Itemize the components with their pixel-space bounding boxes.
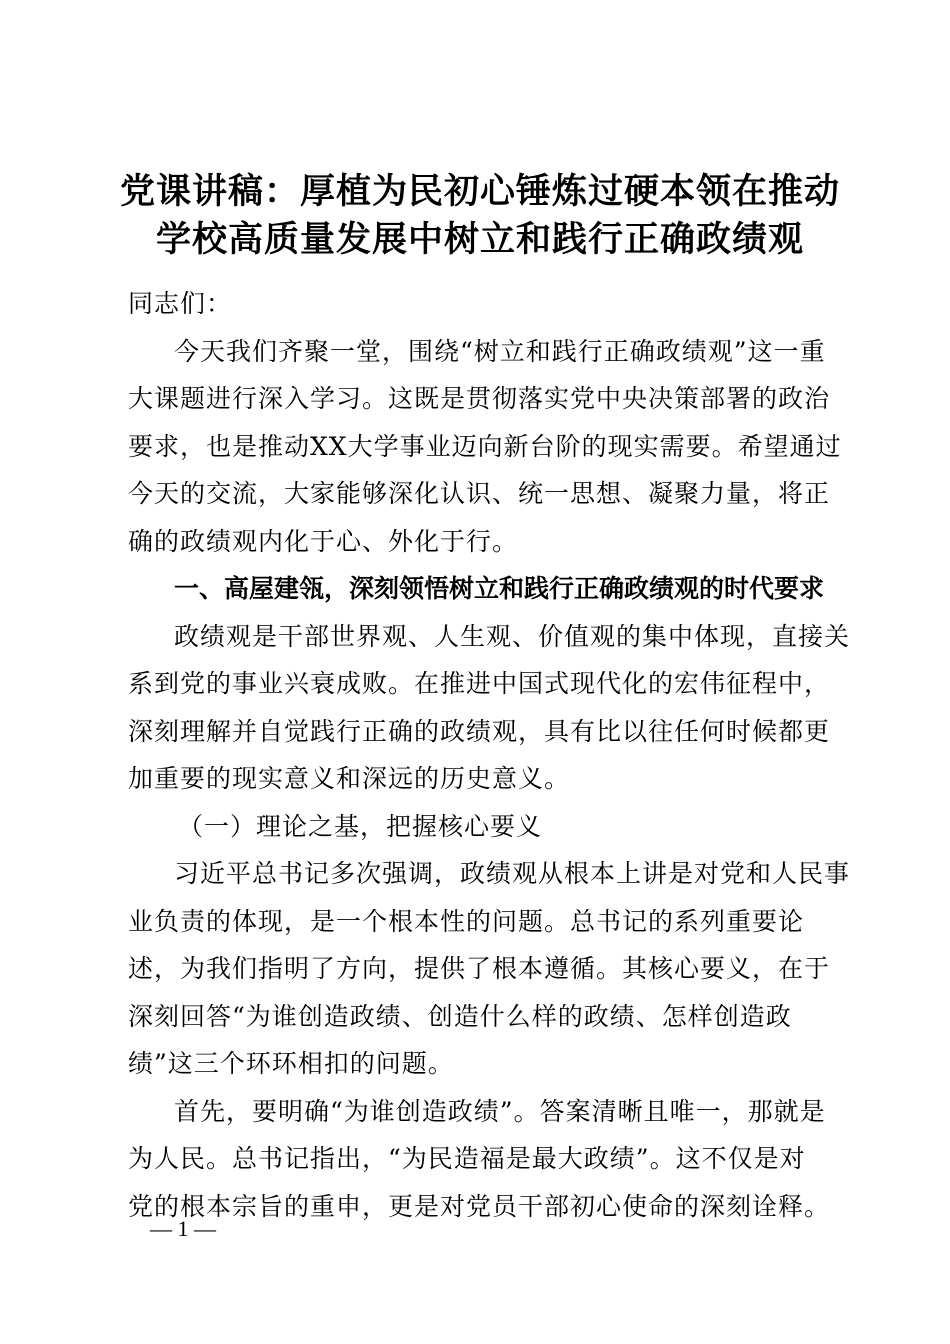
paragraph-line: 加重要的现实意义和深远的历史意义。 <box>128 764 571 793</box>
paragraph-line: 述，为我们指明了方向，提供了根本遵循。其核心要义，在于 <box>128 954 831 983</box>
paragraph-line: 要求，也是推动XX大学事业迈向新台阶的现实需要。希望通过 <box>128 431 842 461</box>
paragraph-line: 绩”这三个环环相扣的问题。 <box>128 1049 454 1078</box>
paragraph-line: 深刻回答“为谁创造政绩、创造什么样的政绩、怎样创造政 <box>128 1001 792 1031</box>
paragraph-line: 业负责的体现，是一个根本性的问题。总书记的系列重要论 <box>128 906 805 936</box>
paragraph-line: 今天的交流，大家能够深化认识、统一思想、凝聚力量，将正 <box>128 479 831 508</box>
paragraph-line: 政绩观是干部世界观、人生观、价值观的集中体现，直接关 <box>174 621 851 651</box>
section-heading: 一、高屋建瓴，深刻领悟树立和践行正确政绩观的时代要求 <box>174 574 825 603</box>
document-body <box>128 280 851 1230</box>
paragraph-line: 为人民。总书记指出，“为民造福是最大政绩”。这不仅是对 <box>128 1144 806 1173</box>
title-line-1: 党课讲稿：厚植为民初心锤炼过硬本领在推动 <box>119 172 840 212</box>
salutation: 同志们： <box>128 289 233 318</box>
paragraph-line: 习近平总书记多次强调，政绩观从根本上讲是对党和人民事 <box>174 859 851 888</box>
paragraph-line: 系到党的事业兴衰成败。在推进中国式现代化的宏伟征程中， <box>128 669 831 698</box>
paragraph-line: 深刻理解并自觉践行正确的政绩观，具有比以往任何时候都更 <box>128 716 831 746</box>
paragraph-line: 党的根本宗旨的重申，更是对党员干部初心使命的深刻诠释。 <box>128 1191 831 1221</box>
paragraph-line: 大课题进行深入学习。这既是贯彻落实党中央决策部署的政治 <box>128 384 831 413</box>
paragraph-line: 今天我们齐聚一堂，围绕“树立和践行正确政绩观”这一重 <box>174 336 826 366</box>
page-number: — 1 — <box>150 1216 216 1241</box>
title-line-2: 学校高质量发展中树立和践行正确政绩观 <box>155 220 804 260</box>
paragraph-line: 首先，要明确“为谁创造政绩”。答案清晰且唯一，那就是 <box>174 1096 826 1126</box>
paragraph-line: 确的政绩观内化于心、外化于行。 <box>128 526 519 556</box>
subsection-heading: （一）理论之基，把握核心要义 <box>178 811 543 841</box>
document-title <box>100 168 860 264</box>
